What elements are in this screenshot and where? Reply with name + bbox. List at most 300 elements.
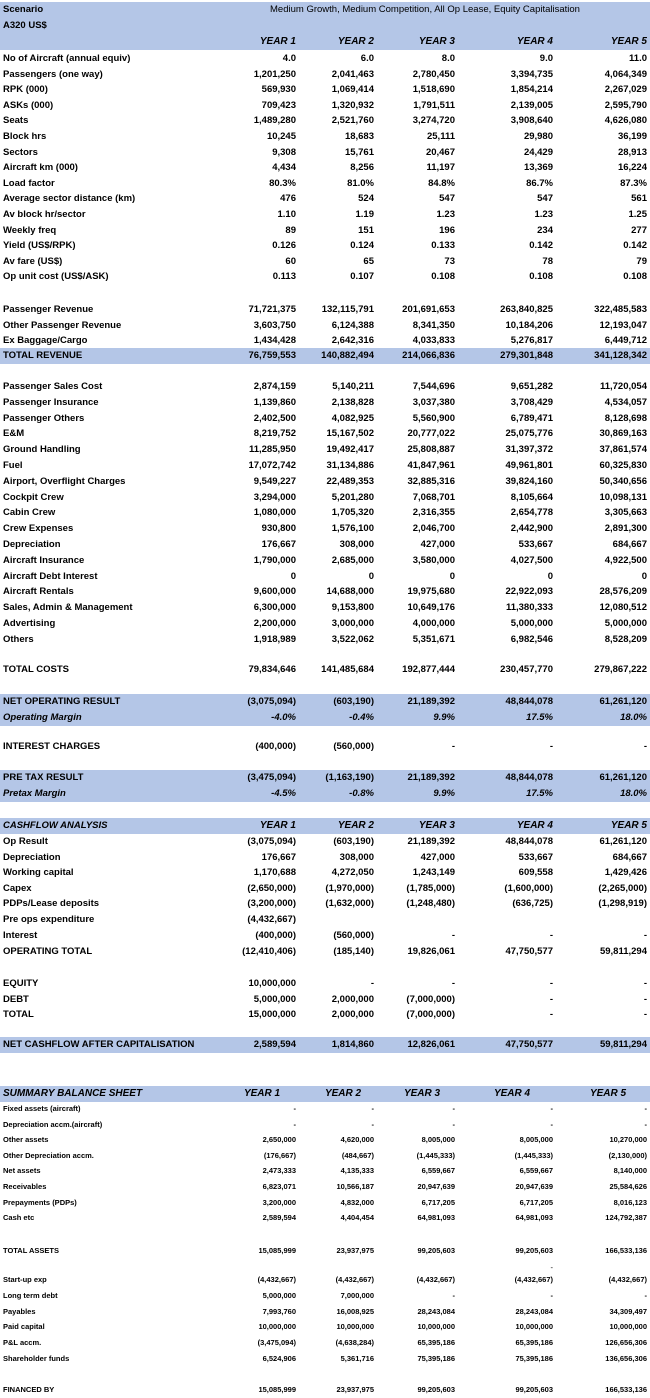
ops-row	[0, 191, 650, 207]
cell-value: 84.8%	[428, 177, 455, 189]
cell-value: 561	[631, 193, 647, 205]
cashflow-row	[0, 850, 650, 866]
cell-value: 2,000,000	[331, 993, 374, 1005]
cell-value: 13,369	[523, 162, 553, 174]
pretax-margin-row	[0, 786, 650, 802]
cell-value: 0	[290, 570, 296, 582]
row-label: ASKs (000)	[3, 99, 54, 111]
cell-value: (560,000)	[333, 741, 374, 752]
cell-value: (400,000)	[255, 741, 296, 752]
cell-value: 141,485,684	[321, 664, 374, 675]
cell-value	[567, 912, 647, 928]
row-label: Cash etc	[3, 1213, 35, 1223]
cell-value: 1.25	[628, 209, 647, 220]
balance-liability-row	[0, 1335, 650, 1351]
year-header: YEAR 3	[418, 36, 455, 47]
cell-value: 1,918,989	[253, 633, 296, 645]
cell-value: 5,000,000	[510, 618, 553, 629]
cell-value: (400,000)	[255, 929, 296, 941]
cell-value: 4,135,333	[340, 1166, 374, 1176]
cost-row	[0, 521, 650, 537]
cell-value: 99,205,603	[515, 1246, 553, 1255]
balance-header-row	[0, 1086, 650, 1102]
cell-value: (1,970,000)	[325, 882, 374, 894]
cell-value: 136,656,306	[605, 1354, 647, 1363]
cell-value: 10,649,176	[407, 602, 455, 614]
financed-by-row	[0, 1382, 650, 1398]
row-label: TOTAL	[3, 1009, 34, 1021]
cell-value: 16,008,925	[336, 1306, 374, 1316]
cell-value: 2,139,005	[510, 99, 553, 111]
cell-value	[375, 912, 455, 928]
cell-value: 6,717,205	[421, 1197, 455, 1207]
scenario-label: Scenario	[3, 4, 44, 15]
cell-value: (3,075,094)	[247, 836, 296, 847]
row-label: NET OPERATING RESULT	[3, 696, 121, 707]
row-label: Ex Baggage/Cargo	[3, 335, 88, 347]
cell-value: 79	[636, 255, 647, 267]
cell-value: 15,085,999	[258, 1246, 296, 1255]
cell-value: -	[451, 741, 455, 752]
cell-value: 8,256	[350, 162, 374, 174]
cell-value: 2,589,594	[262, 1213, 296, 1223]
cashflow-row	[0, 896, 650, 912]
row-label: Interest	[3, 929, 38, 941]
cell-value: 5,560,900	[412, 412, 455, 424]
interest-charges-row	[0, 739, 650, 755]
row-label: Passenger Revenue	[3, 304, 94, 315]
row-label: Load factor	[3, 177, 55, 189]
row-label: Passenger Insurance	[3, 396, 99, 408]
cell-value: 22,489,353	[326, 475, 374, 487]
cell-value: 1,170,688	[253, 867, 296, 879]
row-label: Fixed assets (aircraft)	[3, 1104, 81, 1113]
cell-value: 140,882,494	[321, 350, 374, 361]
cell-value: 25,584,626	[609, 1182, 647, 1191]
cell-value: 9.9%	[433, 788, 455, 799]
cell-value: 176,667	[261, 539, 296, 550]
cell-value: 48,844,078	[505, 772, 553, 783]
aircraft-row	[0, 18, 650, 34]
scenario-row	[0, 2, 650, 18]
cell-value: 22,922,093	[505, 586, 553, 598]
cell-value: (3,200,000)	[247, 898, 296, 910]
cashflow-row	[0, 834, 650, 850]
cell-value: 20,777,022	[407, 428, 455, 440]
cell-value: -	[451, 978, 455, 989]
row-label: Other Passenger Revenue	[3, 319, 122, 331]
cell-value: 5,000,000	[262, 1290, 296, 1300]
revenue-row	[0, 318, 650, 334]
row-label: Yield (US$/RPK)	[3, 240, 76, 252]
cell-value: 65	[363, 255, 374, 267]
cashflow-row	[0, 912, 650, 928]
cell-value: 3,580,000	[412, 554, 455, 566]
cell-value: (1,445,333)	[416, 1150, 455, 1160]
cell-value: 3,603,750	[253, 319, 296, 331]
cell-value: 0	[449, 570, 455, 582]
cell-value: (603,190)	[333, 836, 374, 847]
cell-value: -	[549, 978, 553, 989]
cell-value: 21,189,392	[407, 772, 455, 783]
cell-value: -0.4%	[349, 712, 374, 723]
cell-value: 3,305,663	[604, 507, 647, 519]
total-revenue-row	[0, 348, 650, 364]
cell-value: (7,000,000)	[406, 993, 455, 1005]
row-label: Crew Expenses	[3, 523, 74, 535]
cell-value: 78	[542, 255, 553, 267]
cell-value: 263,840,825	[500, 304, 553, 315]
total-costs-row	[0, 662, 650, 678]
cell-value: 11.0	[629, 53, 647, 64]
cell-value: 0.124	[350, 240, 374, 252]
year-header: YEAR 4	[516, 36, 553, 47]
cell-value: 547	[439, 193, 455, 205]
row-label: OPERATING TOTAL	[3, 946, 93, 957]
row-label: Depreciation	[3, 539, 61, 550]
section-title: SUMMARY BALANCE SHEET	[3, 1088, 143, 1099]
cell-value: -	[371, 1119, 374, 1129]
row-label: Passenger Others	[3, 412, 85, 424]
cell-value: 5,000,000	[253, 993, 296, 1005]
cell-value: 15,000,000	[248, 1009, 296, 1021]
row-label: Weekly freq	[3, 224, 57, 236]
row-label: Net assets	[3, 1166, 41, 1176]
capitalisation-row	[0, 1007, 650, 1023]
cell-value: 10,000,000	[417, 1322, 455, 1332]
cell-value: -	[643, 978, 647, 989]
cell-value: 151	[358, 224, 374, 236]
row-label: NET CASHFLOW AFTER CAPITALISATION	[3, 1039, 195, 1050]
cell-value: 6,982,546	[510, 633, 553, 645]
cell-value: 12,826,061	[407, 1039, 455, 1050]
cost-row	[0, 569, 650, 585]
cell-value: 308,000	[339, 851, 374, 863]
cell-value: 64,981,093	[417, 1213, 455, 1223]
row-label: No of Aircraft (annual equiv)	[3, 53, 131, 64]
cell-value: 547	[537, 193, 553, 205]
cell-value: 2,521,760	[331, 115, 374, 127]
row-label: TOTAL ASSETS	[3, 1246, 59, 1255]
cell-value: 0.107	[350, 271, 374, 283]
cell-value: 1,576,100	[331, 523, 374, 535]
cell-value: (3,475,094)	[257, 1338, 296, 1348]
cell-value: 12,193,047	[599, 319, 647, 331]
cell-value: 10,184,206	[505, 319, 553, 331]
cell-value: 29,980	[523, 131, 553, 142]
cell-value: 10,566,187	[336, 1182, 374, 1191]
cell-value: 61,261,120	[599, 836, 647, 847]
cell-value: 2,642,316	[331, 335, 374, 347]
cell-value: (4,432,667)	[335, 1275, 374, 1284]
row-label: Others	[3, 633, 34, 645]
cell-value: 75,395,186	[417, 1354, 455, 1363]
cell-value: (7,000,000)	[406, 1009, 455, 1021]
cost-row	[0, 616, 650, 632]
cell-value: 1,814,860	[331, 1039, 374, 1050]
cell-value: 2,000,000	[331, 1009, 374, 1021]
cell-value: -4.5%	[271, 788, 296, 799]
cell-value: (2,130,000)	[608, 1150, 647, 1160]
cell-value: 4,620,000	[340, 1135, 374, 1145]
cell-value: 1,139,860	[253, 396, 296, 408]
cell-value: (603,190)	[333, 696, 374, 707]
cell-value: 8,105,664	[510, 491, 553, 503]
cell-value: 2,200,000	[253, 618, 296, 629]
cell-value: 65,395,186	[417, 1338, 455, 1348]
row-label: Passenger Sales Cost	[3, 381, 103, 392]
cell-value: -	[452, 1290, 455, 1300]
cell-value	[294, 912, 374, 928]
cell-value: 2,654,778	[510, 507, 553, 519]
cell-value: 61,261,120	[599, 696, 647, 707]
cell-value: 21,189,392	[407, 836, 455, 847]
cell-value: 8,341,350	[412, 319, 455, 331]
row-label: Sales, Admin & Management	[3, 602, 133, 614]
cell-value: 2,442,900	[510, 523, 553, 535]
cell-value: 99,205,603	[515, 1385, 553, 1394]
balance-asset-row	[0, 1179, 650, 1195]
cell-value: 6,559,667	[421, 1166, 455, 1176]
cell-value: 126,656,306	[605, 1338, 647, 1348]
cell-value: (176,667)	[263, 1150, 296, 1160]
cost-row	[0, 411, 650, 427]
cell-value: 6,717,205	[519, 1197, 553, 1207]
cell-value: 19,975,680	[407, 586, 455, 598]
cell-value: 0.113	[272, 271, 296, 283]
cell-value: -	[644, 1119, 647, 1129]
cell-value: 9,651,282	[510, 381, 553, 392]
cell-value: (4,432,667)	[257, 1275, 296, 1284]
cell-value: 4,064,349	[604, 68, 647, 80]
cell-value: 25,808,887	[407, 444, 455, 456]
cell-value: 39,824,160	[505, 475, 553, 487]
cell-value: -0.8%	[349, 788, 374, 799]
cashflow-header-row	[0, 818, 650, 834]
cell-value: (1,600,000)	[504, 882, 553, 894]
cell-value: 3,000,000	[331, 618, 374, 629]
cell-value: 0.142	[529, 240, 553, 252]
cashflow-row	[0, 928, 650, 944]
cell-value: 4,434	[272, 162, 296, 174]
row-label: Working capital	[3, 867, 74, 879]
row-label: Op Result	[3, 836, 48, 847]
cell-value: 10,245	[266, 131, 296, 142]
cell-value: 1,705,320	[331, 507, 374, 519]
cell-value: 4,082,925	[331, 412, 374, 424]
cell-value: 61,261,120	[599, 772, 647, 783]
row-label: Other assets	[3, 1135, 49, 1145]
row-label: Receivables	[3, 1182, 47, 1191]
cell-value: 2,046,700	[412, 523, 455, 535]
balance-asset-row	[0, 1210, 650, 1226]
cell-value: 2,891,300	[604, 523, 647, 535]
cell-value: 18.0%	[620, 712, 647, 723]
cell-value: 2,316,355	[412, 507, 455, 519]
cell-value: 6,789,471	[510, 412, 553, 424]
cell-value: 79,834,646	[248, 664, 296, 675]
cell-value: 5,201,280	[331, 491, 374, 503]
cost-row	[0, 553, 650, 569]
row-label: Av fare (US$)	[3, 255, 63, 267]
cell-value: 4,027,500	[510, 554, 553, 566]
cell-value	[473, 912, 553, 928]
balance-asset-row	[0, 1195, 650, 1211]
cell-value: 50,340,656	[599, 475, 647, 487]
revenue-row	[0, 333, 650, 349]
cell-value: 4,000,000	[412, 618, 455, 629]
cost-row	[0, 632, 650, 648]
cell-value: 25,111	[426, 131, 455, 142]
cell-value: (560,000)	[333, 929, 374, 941]
cell-value: 0.108	[529, 271, 553, 283]
cell-value: 10,000,000	[248, 978, 296, 989]
cost-row	[0, 505, 650, 521]
aircraft-label: A320 US$	[3, 20, 47, 31]
row-label: Operating Margin	[3, 712, 82, 723]
cell-value: 23,937,975	[336, 1385, 374, 1394]
cell-value: 6,300,000	[253, 602, 296, 614]
cell-value: 17.5%	[526, 788, 553, 799]
row-label: Payables	[3, 1306, 36, 1316]
balance-asset-row	[0, 1163, 650, 1179]
cell-value: 2,267,029	[604, 84, 647, 96]
cell-value: -	[549, 929, 553, 941]
ops-row	[0, 67, 650, 83]
cost-row	[0, 426, 650, 442]
row-label: Prepayments (PDPs)	[3, 1197, 77, 1207]
cell-value: (2,265,000)	[598, 882, 647, 894]
row-label: Aircraft Insurance	[3, 554, 85, 566]
cell-value: 3,522,062	[331, 633, 374, 645]
cell-value: 930,800	[261, 523, 296, 535]
cell-value: 1.10	[277, 209, 296, 220]
cell-value: (3,075,094)	[247, 696, 296, 707]
cell-value: 0.133	[431, 240, 455, 252]
cell-value: 18.0%	[620, 788, 647, 799]
ops-row	[0, 160, 650, 176]
total-assets-row	[0, 1243, 650, 1259]
cell-value: -	[644, 1290, 647, 1300]
cell-value: 0.108	[623, 271, 647, 283]
year-header: YEAR 1	[259, 36, 296, 47]
cell-value: (4,638,284)	[335, 1338, 374, 1348]
cell-value: 176,667	[261, 851, 296, 863]
cell-value: 2,650,000	[262, 1135, 296, 1145]
cell-value: -	[643, 993, 647, 1005]
cell-value: 7,068,701	[412, 491, 455, 503]
cell-value: 19,826,061	[407, 946, 455, 957]
year-header-row	[0, 34, 650, 50]
cell-value: 192,877,444	[402, 664, 455, 675]
cell-value: 20,947,639	[515, 1182, 553, 1191]
year-header: YEAR 2	[324, 1088, 362, 1099]
year-header: YEAR 5	[610, 36, 647, 47]
cell-value: 6,524,906	[262, 1354, 296, 1363]
row-label: EQUITY	[3, 978, 39, 989]
row-label: Depreciation	[3, 851, 61, 863]
row-label: Cockpit Crew	[3, 491, 64, 503]
cell-value: 9,600,000	[253, 586, 296, 598]
year-header: YEAR 5	[589, 1088, 627, 1099]
cell-value: 24,429	[523, 146, 553, 158]
cell-value: (4,432,667)	[608, 1275, 647, 1284]
cell-value: 427,000	[420, 539, 455, 550]
cell-value: 427,000	[420, 851, 455, 863]
cell-value: -	[293, 1104, 296, 1113]
cashflow-row	[0, 881, 650, 897]
cost-row	[0, 442, 650, 458]
cell-value: 7,993,760	[262, 1306, 296, 1316]
row-label: Depreciation accm.(aircraft)	[3, 1119, 103, 1129]
cell-value: 75,395,186	[515, 1354, 553, 1363]
cell-value: 6.0	[360, 53, 374, 64]
cost-row	[0, 537, 650, 553]
balance-liability-row	[0, 1304, 650, 1320]
cell-value: 87.3%	[620, 177, 647, 189]
cell-value: 533,667	[518, 539, 553, 550]
cell-value: 99,205,603	[417, 1385, 455, 1394]
cell-value: (1,445,333)	[514, 1150, 553, 1160]
year-header: YEAR 3	[403, 1088, 441, 1099]
row-label: TOTAL COSTS	[3, 664, 69, 675]
cell-value: 214,066,836	[402, 350, 455, 361]
cell-value: 12,080,512	[599, 602, 647, 614]
cell-value: 4.0	[282, 53, 296, 64]
year-header: YEAR 2	[337, 820, 374, 831]
cell-value: 11,197	[426, 162, 455, 174]
cell-value: 31,397,372	[505, 444, 553, 456]
cell-value: 1.23	[534, 209, 553, 220]
cell-value: 17,072,742	[248, 460, 296, 471]
cell-value: 5,000,000	[604, 618, 647, 629]
net-cashflow-row	[0, 1037, 650, 1053]
cell-value: 8,528,209	[604, 633, 647, 645]
year-header: YEAR 4	[493, 1088, 531, 1099]
balance-asset-row	[0, 1101, 650, 1117]
cell-value: -	[550, 1290, 553, 1300]
cell-value: 37,861,574	[599, 444, 647, 456]
cell-value: 4,832,000	[340, 1197, 374, 1207]
year-header: YEAR 3	[418, 820, 455, 831]
row-label: Pre ops expenditure	[3, 914, 95, 925]
cell-value: 5,351,671	[412, 633, 455, 645]
cell-value: 6,449,712	[604, 335, 647, 347]
cell-value: (636,725)	[512, 898, 553, 910]
cell-value: 28,243,084	[515, 1306, 553, 1316]
cell-value: 533,667	[518, 851, 553, 863]
cell-value: 89	[285, 224, 296, 236]
cell-value: -	[451, 929, 455, 941]
ops-row	[0, 82, 650, 98]
capitalisation-row	[0, 976, 650, 992]
row-label: FINANCED BY	[3, 1385, 55, 1394]
cell-value: (2,650,000)	[247, 882, 296, 894]
cell-value: 15,167,502	[326, 428, 374, 440]
cell-value: (12,410,406)	[242, 946, 296, 957]
cell-value: 6,559,667	[519, 1166, 553, 1176]
cell-value: 322,485,583	[594, 304, 647, 315]
row-label: Cabin Crew	[3, 507, 56, 519]
balance-asset-row	[0, 1117, 650, 1133]
cell-value: 0.108	[431, 271, 455, 283]
cell-value: 6,823,071	[262, 1182, 296, 1191]
cell-value: 71,721,375	[248, 304, 296, 315]
cell-value: 3,274,720	[412, 115, 455, 127]
cell-value: 81.0%	[347, 177, 374, 189]
cell-value: 341,128,342	[594, 350, 647, 361]
cell-value: 2,685,000	[331, 554, 374, 566]
